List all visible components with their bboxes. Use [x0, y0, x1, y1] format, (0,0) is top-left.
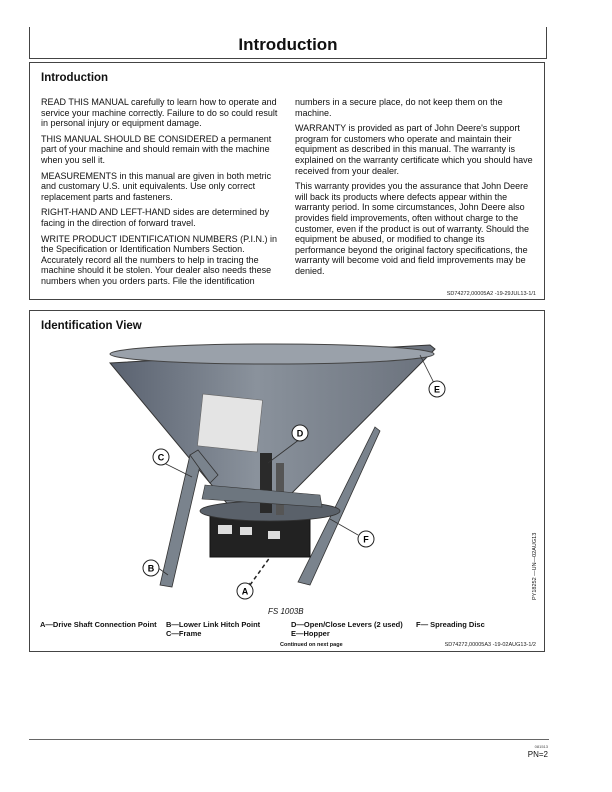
svg-text:F: F — [363, 534, 369, 545]
identification-heading: Identification View — [41, 320, 142, 332]
paragraph-right-left-hand: RIGHT-HAND AND LEFT-HAND sides are determined by facing in the direction of forward travel. — [41, 207, 270, 228]
paragraph-read-manual: READ THIS MANUAL carefully to learn how to operate and service your machine correctly. Failure to do so could result in personal injury or equipment damage. — [41, 97, 278, 129]
page-title: Introduction — [238, 35, 338, 54]
callout-f — [358, 531, 374, 547]
warning-decal — [197, 394, 262, 452]
open-close-levers — [260, 453, 272, 513]
paragraph-pin: WRITE PRODUCT IDENTIFICATION NUMBERS (P.I.N.) in the Specification or Identification Numbers Section. Accurately record all the numbers to help in tracing the machine should it be stolen. Your dealer also needs these numbers when you orders parts. File the identification — [41, 233, 278, 286]
legend-b-c — [166, 620, 260, 638]
legend-c: C—Frame — [166, 629, 202, 638]
introduction-heading: Introduction — [41, 72, 109, 84]
paragraph-warranty-assurance: This warranty provides you the assurance that John Deere will back its products where defects appear within the warranty period. In some circumstances, John Deere also provides field improvements, often without charge to the customer, even if the product is out of warranty. Should the equipment be abused, or modified to change its performance beyond the original factory specifications, the warranty will become void and field improvements may be denied. — [295, 181, 529, 276]
page-number: PN=2 — [527, 750, 548, 759]
continued-note: Continued on next page — [280, 642, 343, 648]
paragraph-permanent-part: THIS MANUAL SHOULD BE CONSIDERED a permanent part of your machine and should remain with the machine when you sell it. — [41, 133, 272, 165]
paragraph-pin-continued: numbers in a secure place, do not keep them on the machine. — [295, 97, 503, 118]
legend-a: A—Drive Shaft Connection Point — [40, 620, 157, 629]
figure-caption: FS 1003B — [268, 607, 304, 616]
callout-e — [429, 381, 445, 397]
legend-f: F— Spreading Disc — [416, 620, 485, 629]
legend-d-e — [291, 620, 403, 638]
paragraph-measurements: MEASUREMENTS in this manual are given in both metric and customary U.S. unit equivalents. Use only correct replacement parts and fasteners. — [41, 170, 272, 202]
introduction-left-column — [41, 97, 279, 292]
legend-e: E—Hopper — [291, 629, 330, 638]
svg-text:E: E — [433, 384, 441, 395]
callout-d — [292, 425, 308, 441]
introduction-right-column — [295, 97, 533, 282]
page-header — [29, 27, 547, 59]
introduction-reference-code: SD74272,00005A2 -19-29JUL13-1/1 — [446, 291, 536, 297]
svg-text:A: A — [241, 586, 249, 597]
legend-d: D—Open/Close Levers (2 used) — [291, 620, 403, 629]
paragraph-warranty: WARRANTY is provided as part of John Deere's support program for customers who operate and maintain their equipment as described in this manual. The warranty is explained on the warranty certificate which you should have received from your dealer. — [295, 123, 533, 176]
svg-text:D: D — [296, 428, 304, 439]
callout-b — [143, 560, 159, 576]
footer-date-code: 081513 — [534, 744, 548, 749]
footer-divider — [29, 739, 549, 740]
figure-vertical-code: PY18252 —UN—02AUG13 — [532, 532, 538, 600]
callout-c — [153, 449, 169, 465]
spreader-illustration — [90, 335, 450, 605]
legend-b: B—Lower Link Hitch Point — [166, 620, 261, 629]
callout-a — [237, 583, 253, 599]
svg-text:C: C — [157, 452, 165, 463]
identification-reference-code: SD74272,00005A3 -19-02AUG13-1/2 — [444, 642, 536, 648]
svg-text:B: B — [147, 563, 155, 574]
introduction-section — [29, 62, 545, 300]
